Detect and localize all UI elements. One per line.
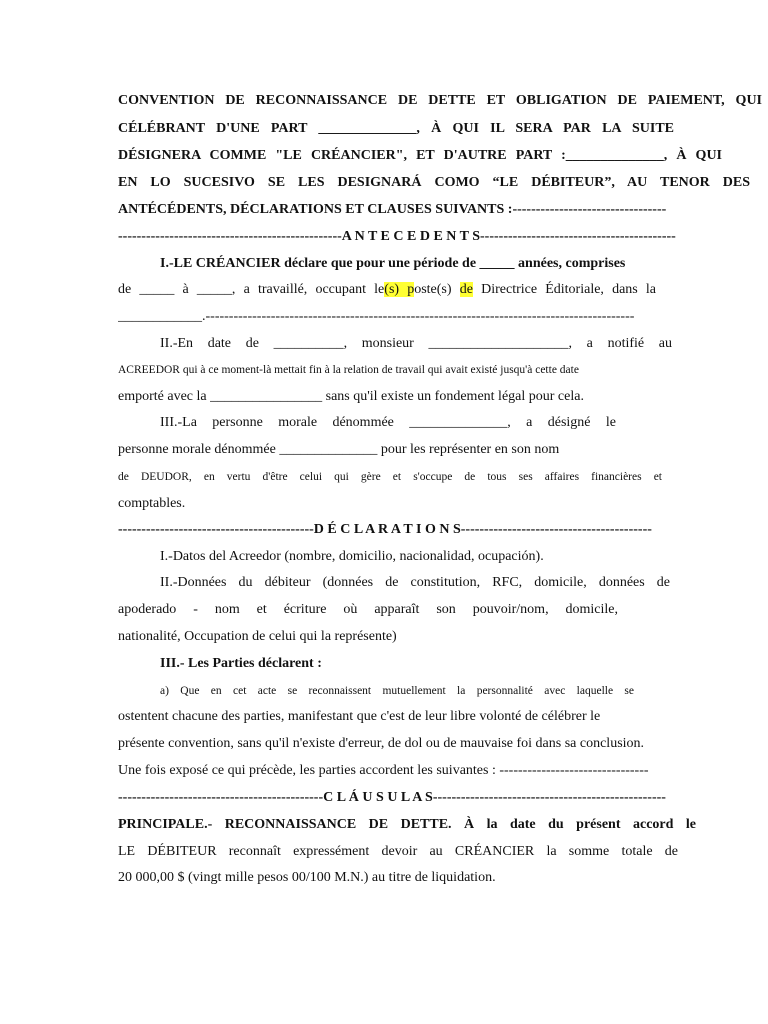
declarations-header: ------------------------------------------D É C L A R A T I O N S-----------------------------------------: [118, 522, 652, 537]
intro-line-3: DÉSIGNERA COMME "LE CRÉANCIER", ET D'AUTRE PART :______________, À QUI: [118, 148, 722, 163]
intro-line-1: CONVENTION DE RECONNAISSANCE DE DETTE ET OBLIGATION DE PAIEMENT, QUI: [118, 93, 762, 108]
clause-1-line-3: 20 000,00 $ (vingt mille pesos 00/100 M.N.) au titre de liquidation.: [118, 870, 496, 885]
declaration-a-line-2: ostentent chacune des parties, manifestant que c'est de leur libre volonté de célébrer le: [118, 709, 601, 724]
antecedent-3-line-2: personne morale dénommée ______________ pour les représenter en son nom: [118, 442, 560, 457]
highlight-de: de: [459, 282, 473, 297]
antecedent-1-line-2: de _____ à _____, a travaillé, occupant le(s) poste(s) de Directrice Éditoriale, dans la: [118, 282, 656, 297]
declaration-a-line-1: a) Que en cet acte se reconnaissent mutuellement la personnalité avec laquelle se: [160, 685, 634, 697]
clause-1-line-1: PRINCIPALE.- RECONNAISSANCE DE DETTE. À la date du présent accord le: [118, 817, 696, 832]
antecedent-3-line-1: III.-La personne morale dénommée ______________, a désigné le: [160, 415, 616, 430]
antecedent-2-line-1: II.-En date de __________, monsieur ____________________, a notifié au: [160, 336, 672, 351]
antecedent-1-line-1: I.-LE CRÉANCIER déclare que pour une période de _____ années, comprises: [160, 256, 626, 271]
intro-line-5: ANTÉCÉDENTS, DÉCLARATIONS ET CLAUSES SUIVANTS :---------------------------------: [118, 202, 667, 217]
highlight-poste: (s) p: [384, 282, 415, 297]
declaration-2-line-3: nationalité, Occupation de celui qui la représente): [118, 629, 397, 644]
declaration-1: I.-Datos del Acreedor (nombre, domicilio, nacionalidad, ocupación).: [160, 549, 544, 564]
clausulas-header: --------------------------------------------C L Á U S U L A S--------------------------------------------------: [118, 790, 666, 805]
declaration-2-line-1: II.-Données du débiteur (données de constitution, RFC, domicile, données de: [160, 575, 670, 590]
clause-1-line-2: LE DÉBITEUR reconnaît expressément devoir au CRÉANCIER la somme totale de: [118, 844, 678, 859]
antecedent-3-line-4: comptables.: [118, 496, 186, 511]
antecedents-header: ------------------------------------------------A N T E C E D E N T S------------------------------------------: [118, 229, 676, 244]
antecedent-2-line-2: ACREEDOR qui à ce moment-là mettait fin à la relation de travail qui avait existé jusqu'à cette date: [118, 364, 579, 376]
intro-line-2: CÉLÉBRANT D'UNE PART ______________, À QUI IL SERA PAR LA SUITE: [118, 121, 674, 136]
declaration-a-line-4: Une fois exposé ce qui précède, les parties accordent les suivantes : --------------------------------: [118, 763, 649, 778]
intro-line-4: EN LO SUCESIVO SE LES DESIGNARÁ COMO “LE DÉBITEUR”, AU TENOR DES: [118, 175, 750, 190]
antecedent-3-line-3: de DEUDOR, en vertu d'être celui qui gère et s'occupe de tous ses affaires financières et: [118, 471, 662, 483]
declaration-3: III.- Les Parties déclarent :: [160, 656, 322, 671]
antecedent-2-line-3: emporté avec la ________________ sans qu'il existe un fondement légal pour cela.: [118, 389, 584, 404]
declaration-a-line-3: présente convention, sans qu'il n'existe d'erreur, de dol ou de mauvaise foi dans sa conclusion.: [118, 736, 645, 751]
antecedent-1-line-3: ____________.--------------------------------------------------------------------------------------------: [118, 309, 635, 324]
declaration-2-line-2: apoderado - nom et écriture où apparaît son pouvoir/nom, domicile,: [118, 602, 618, 617]
